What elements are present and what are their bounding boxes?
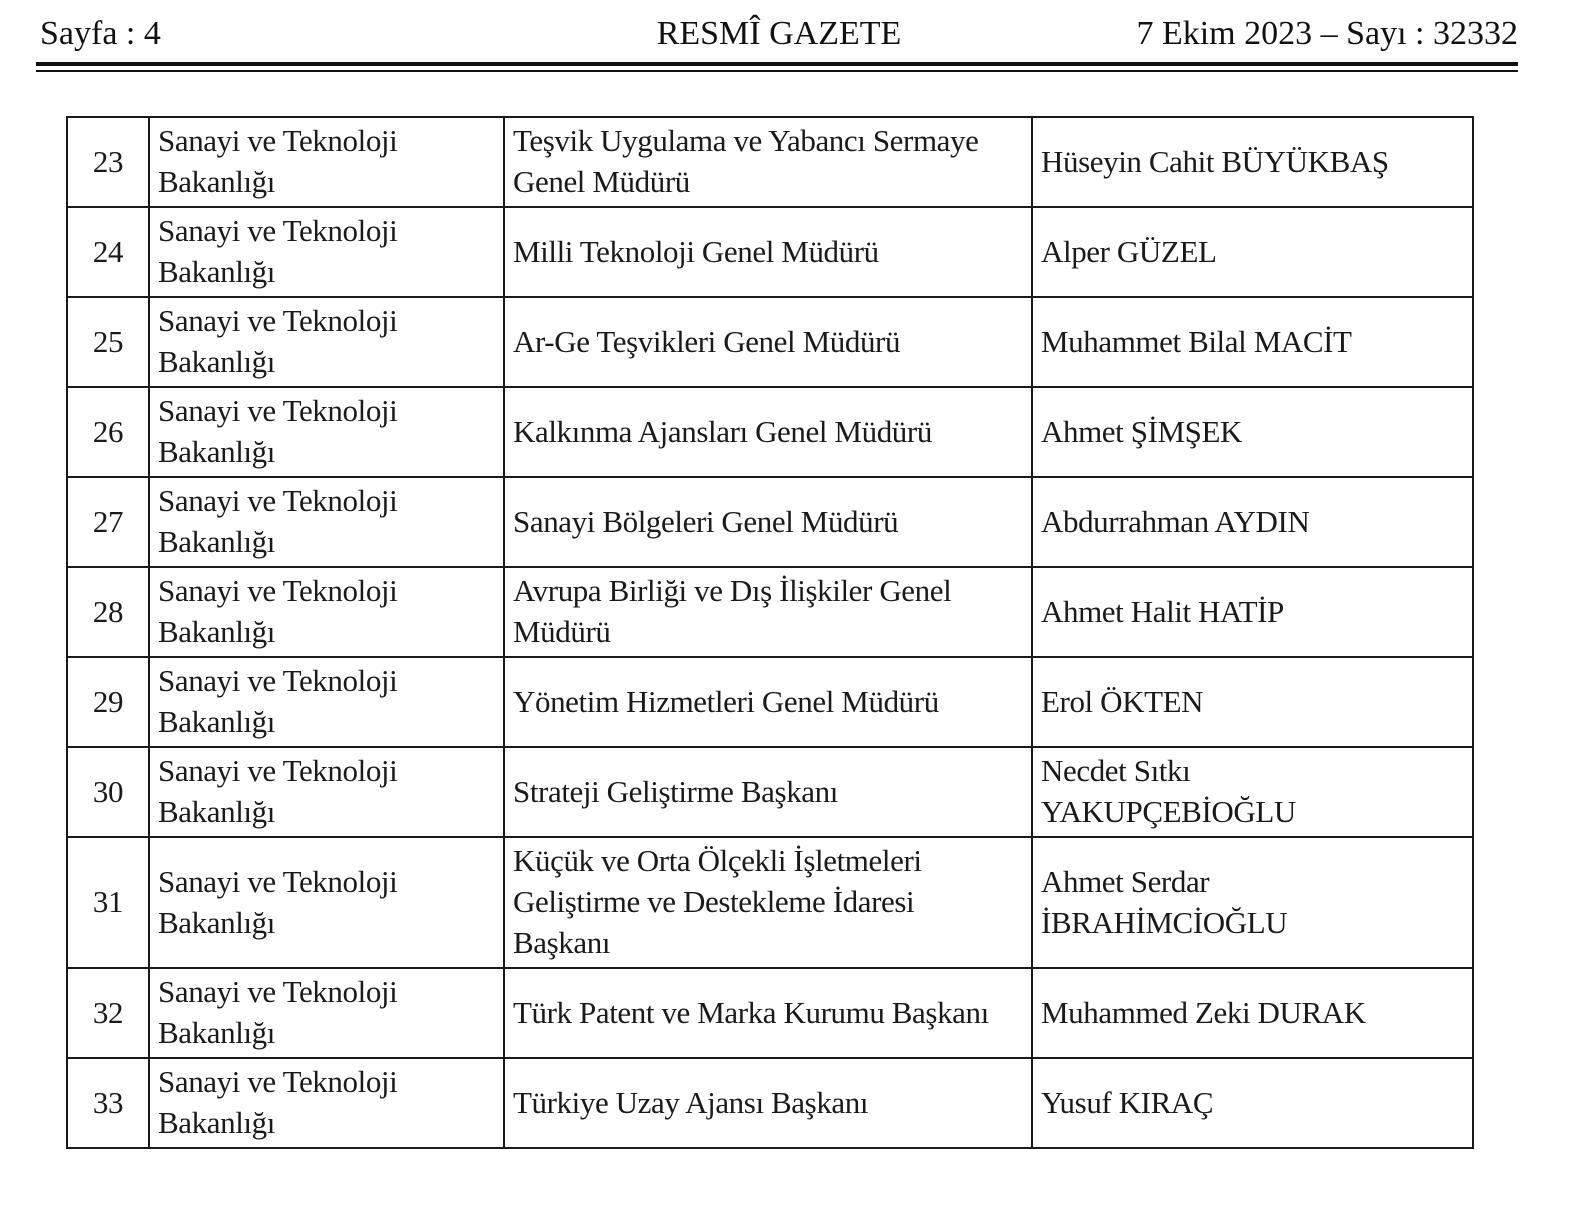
ministry-cell — [149, 968, 504, 1058]
date-issue: 7 Ekim 2023 – Sayı : 32332 — [1136, 15, 1518, 52]
ministry-cell-line: Sanayi ve Teknoloji — [158, 863, 398, 899]
position-cell — [504, 968, 1032, 1058]
row-number: 32 — [67, 968, 149, 1058]
ministry-cell — [149, 1058, 504, 1148]
ministry-cell — [149, 117, 504, 207]
header-rule-thin — [36, 70, 1518, 72]
name-cell — [1032, 968, 1473, 1058]
name-cell-line: Ahmet Halit HATİP — [1041, 593, 1284, 629]
table-row — [67, 657, 1473, 747]
row-number: 23 — [67, 117, 149, 207]
row-number: 24 — [67, 207, 149, 297]
name-cell-line: Erol ÖKTEN — [1041, 683, 1204, 719]
name-cell — [1032, 657, 1473, 747]
appointments-table — [66, 116, 1474, 1149]
ministry-cell — [149, 297, 504, 387]
ministry-cell — [149, 207, 504, 297]
name-cell-line: Muhammet Bilal MACİT — [1041, 323, 1352, 359]
ministry-cell — [149, 477, 504, 567]
name-cell-line: Muhammed Zeki DURAK — [1041, 994, 1366, 1030]
position-cell — [504, 837, 1032, 968]
position-cell — [504, 567, 1032, 657]
name-cell — [1032, 747, 1473, 837]
name-cell — [1032, 207, 1473, 297]
appointments-table-body — [67, 117, 1473, 1148]
position-cell-line: Strateji Geliştirme Başkanı — [513, 773, 838, 809]
row-number: 27 — [67, 477, 149, 567]
ministry-cell-line: Sanayi ve Teknoloji — [158, 213, 398, 248]
ministry-cell-line: Sanayi ve Teknoloji — [158, 303, 398, 338]
name-cell — [1032, 567, 1473, 657]
row-number: 25 — [67, 297, 149, 387]
ministry-cell-line: Bakanlığı — [158, 254, 275, 289]
name-cell — [1032, 297, 1473, 387]
position-cell — [504, 1058, 1032, 1148]
name-cell-line: Ahmet ŞİMŞEK — [1041, 413, 1243, 449]
name-cell — [1032, 837, 1473, 968]
position-cell-line: Türkiye Uzay Ajansı Başkanı — [513, 1084, 869, 1120]
position-cell — [504, 387, 1032, 477]
ministry-cell — [149, 837, 504, 968]
row-number: 29 — [67, 657, 149, 747]
name-cell-line: Alper GÜZEL — [1041, 233, 1217, 269]
position-cell-line: Başkanı — [513, 925, 611, 960]
ministry-cell-line: Bakanlığı — [158, 164, 275, 199]
row-number: 26 — [67, 387, 149, 477]
ministry-cell-line: Bakanlığı — [158, 434, 275, 469]
position-cell — [504, 477, 1032, 567]
ministry-cell — [149, 657, 504, 747]
table-row — [67, 567, 1473, 657]
position-cell — [504, 747, 1032, 837]
ministry-cell-line: Sanayi ve Teknoloji — [158, 1064, 398, 1099]
table-row — [67, 837, 1473, 968]
ministry-cell-line: Bakanlığı — [158, 794, 275, 829]
table-row — [67, 477, 1473, 567]
ministry-cell-line: Bakanlığı — [158, 524, 275, 559]
ministry-cell-line: Sanayi ve Teknoloji — [158, 573, 398, 608]
name-cell-line: İBRAHİMCİOĞLU — [1041, 904, 1288, 940]
position-cell-line: Kalkınma Ajansları Genel Müdürü — [513, 413, 932, 449]
name-cell — [1032, 117, 1473, 207]
position-cell-line: Milli Teknoloji Genel Müdürü — [513, 233, 879, 269]
name-cell-line: Hüseyin Cahit BÜYÜKBAŞ — [1041, 143, 1389, 179]
ministry-cell-line: Sanayi ve Teknoloji — [158, 123, 398, 158]
name-cell-line: Ahmet Serdar — [1041, 863, 1210, 899]
ministry-cell-line: Bakanlığı — [158, 904, 275, 940]
position-cell — [504, 207, 1032, 297]
ministry-cell-line: Sanayi ve Teknoloji — [158, 974, 398, 1009]
ministry-cell-line: Sanayi ve Teknoloji — [158, 483, 398, 518]
position-cell-line: Genel Müdürü — [513, 164, 690, 199]
position-cell-line: Yönetim Hizmetleri Genel Müdürü — [513, 683, 939, 719]
ministry-cell — [149, 387, 504, 477]
header-rule-thick — [36, 62, 1518, 66]
name-cell-line: Abdurrahman AYDIN — [1041, 503, 1310, 539]
table-row — [67, 297, 1473, 387]
position-cell — [504, 657, 1032, 747]
table-row — [67, 117, 1473, 207]
table-row — [67, 207, 1473, 297]
ministry-cell — [149, 567, 504, 657]
name-cell-line: YAKUPÇEBİOĞLU — [1041, 794, 1296, 829]
name-cell — [1032, 387, 1473, 477]
ministry-cell-line: Sanayi ve Teknoloji — [158, 393, 398, 428]
name-cell-line: Necdet Sıtkı — [1041, 753, 1191, 788]
ministry-cell — [149, 747, 504, 837]
position-cell-line: Ar-Ge Teşvikleri Genel Müdürü — [513, 323, 901, 359]
position-cell-line: Teşvik Uygulama ve Yabancı Sermaye — [513, 123, 979, 158]
name-cell — [1032, 1058, 1473, 1148]
position-cell-line: Sanayi Bölgeleri Genel Müdürü — [513, 503, 899, 539]
position-cell — [504, 117, 1032, 207]
row-number: 33 — [67, 1058, 149, 1148]
position-cell-line: Müdürü — [513, 614, 611, 649]
ministry-cell-line: Sanayi ve Teknoloji — [158, 663, 398, 698]
row-number: 31 — [67, 837, 149, 968]
ministry-cell-line: Bakanlığı — [158, 1015, 275, 1050]
ministry-cell-line: Bakanlığı — [158, 344, 275, 379]
ministry-cell-line: Bakanlığı — [158, 1105, 275, 1140]
position-cell-line: Türk Patent ve Marka Kurumu Başkanı — [513, 994, 989, 1030]
position-cell-line: Geliştirme ve Destekleme İdaresi — [513, 884, 915, 919]
position-cell-line: Avrupa Birliği ve Dış İlişkiler Genel — [513, 573, 952, 608]
table-row — [67, 1058, 1473, 1148]
name-cell — [1032, 477, 1473, 567]
table-row — [67, 968, 1473, 1058]
ministry-cell-line: Bakanlığı — [158, 614, 275, 649]
position-cell — [504, 297, 1032, 387]
position-cell-line: Küçük ve Orta Ölçekli İşletmeleri — [513, 843, 922, 878]
row-number: 30 — [67, 747, 149, 837]
row-number: 28 — [67, 567, 149, 657]
gazette-title: RESMÎ GAZETE — [656, 15, 902, 52]
name-cell-line: Yusuf KIRAÇ — [1041, 1084, 1214, 1120]
table-row — [67, 387, 1473, 477]
ministry-cell-line: Bakanlığı — [158, 704, 275, 739]
table-row — [67, 747, 1473, 837]
ministry-cell-line: Sanayi ve Teknoloji — [158, 753, 398, 788]
page-number: Sayfa : 4 — [40, 15, 161, 52]
page-header — [40, 12, 1518, 56]
